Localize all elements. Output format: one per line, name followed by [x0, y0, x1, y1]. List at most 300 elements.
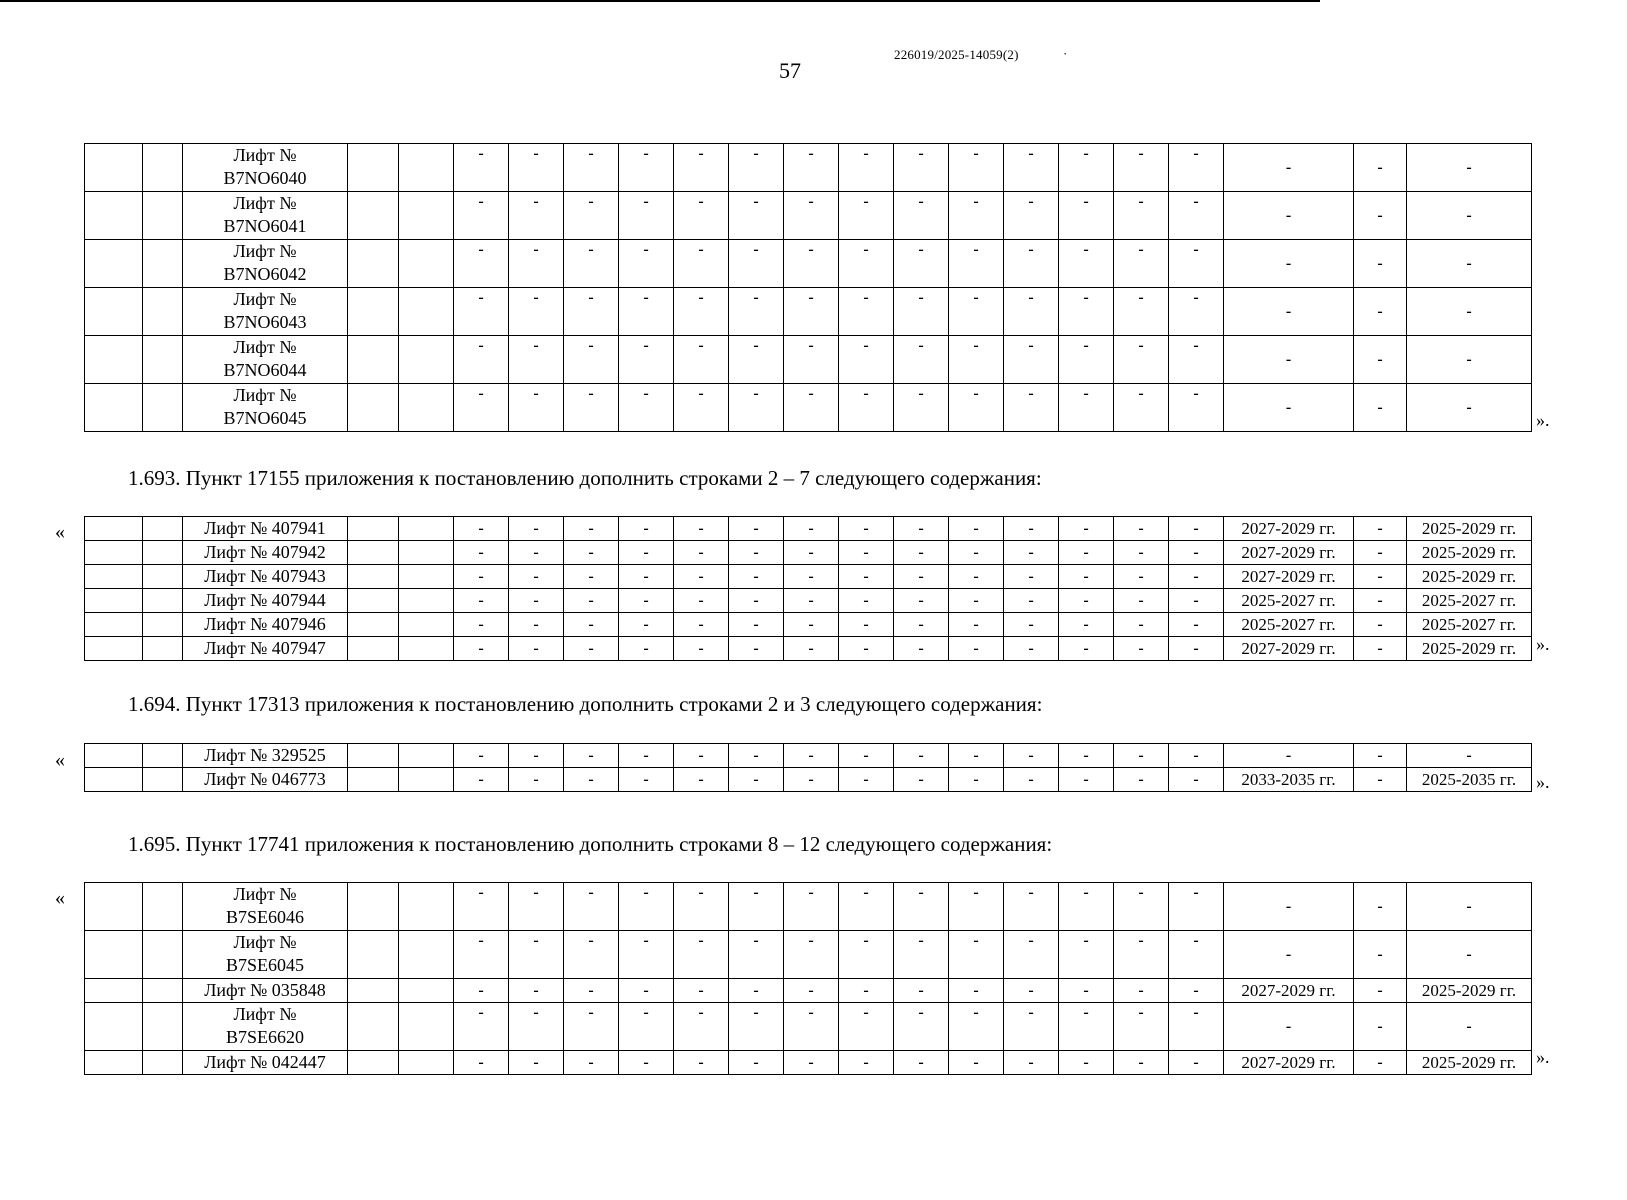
dash-cell: - [839, 192, 894, 240]
period-cell: - [1407, 192, 1532, 240]
dash-cell: - [564, 288, 619, 336]
lift-table-1 [84, 143, 1532, 432]
dash-cell: - [619, 613, 674, 637]
lift-name: Лифт № B7NO6043 [223, 289, 307, 332]
dash-cell: - [1169, 931, 1224, 979]
lift-name: Лифт № 407944 [204, 590, 326, 610]
dash-cell: - [674, 517, 729, 541]
empty-cell [143, 1003, 183, 1051]
dash-cell: - [839, 144, 894, 192]
period-cell: - [1407, 1003, 1532, 1051]
period-cell: 2025-2029 гг. [1407, 637, 1532, 661]
dash-cell: - [949, 931, 1004, 979]
dash-cell: - [839, 883, 894, 931]
dash-cell: - [949, 613, 1004, 637]
dash-cell: - [1354, 1003, 1407, 1051]
dash-cell: - [454, 637, 509, 661]
period-cell: 2027-2029 гг. [1224, 517, 1354, 541]
dash-cell: - [674, 744, 729, 768]
dash-cell: - [674, 768, 729, 792]
period-cell: 2025-2027 гг. [1407, 613, 1532, 637]
empty-cell [348, 931, 399, 979]
dash-cell: - [674, 883, 729, 931]
lift-table-4 [84, 882, 1532, 1075]
dash-cell: - [1114, 637, 1169, 661]
dash-cell: - [619, 144, 674, 192]
empty-cell [399, 931, 454, 979]
dash-cell: - [729, 637, 784, 661]
empty-cell [348, 192, 399, 240]
top-rule [0, 0, 1320, 2]
lift-name: Лифт № B7SE6046 [225, 884, 304, 927]
empty-cell [348, 1051, 399, 1075]
dash-cell: - [1004, 336, 1059, 384]
dash-cell: - [1059, 288, 1114, 336]
dash-cell: - [1169, 637, 1224, 661]
lift-name-cell [183, 240, 348, 288]
lift-name: Лифт № B7NO6045 [223, 385, 307, 428]
empty-cell [348, 565, 399, 589]
dash-cell: - [1114, 979, 1169, 1003]
dash-cell: - [784, 240, 839, 288]
empty-cell [399, 517, 454, 541]
empty-cell [85, 1051, 143, 1075]
lift-name-cell [183, 192, 348, 240]
dash-cell: - [674, 931, 729, 979]
empty-cell [143, 589, 183, 613]
dash-cell: - [894, 613, 949, 637]
dash-cell: - [1004, 768, 1059, 792]
dash-cell: - [1059, 1051, 1114, 1075]
period-cell: - [1224, 288, 1354, 336]
dash-cell: - [729, 589, 784, 613]
dash-cell: - [454, 144, 509, 192]
dash-cell: - [949, 144, 1004, 192]
dash-cell: - [949, 1051, 1004, 1075]
dash-cell: - [1354, 637, 1407, 661]
closing-quote: ». [1536, 1047, 1550, 1067]
dash-cell: - [729, 288, 784, 336]
dash-cell: - [1004, 541, 1059, 565]
dash-cell: - [564, 192, 619, 240]
table-row [85, 565, 1532, 589]
lift-name-cell [183, 613, 348, 637]
lift-name: Лифт № 046773 [204, 769, 326, 789]
empty-cell [85, 288, 143, 336]
lift-name-cell [183, 744, 348, 768]
period-cell: - [1407, 288, 1532, 336]
dash-cell: - [894, 336, 949, 384]
dash-cell: - [454, 517, 509, 541]
dash-cell: - [949, 336, 1004, 384]
dash-cell: - [1169, 240, 1224, 288]
dash-cell: - [1059, 1003, 1114, 1051]
dash-cell: - [1059, 517, 1114, 541]
dash-cell: - [619, 883, 674, 931]
dash-cell: - [729, 744, 784, 768]
dash-cell: - [949, 192, 1004, 240]
dash-cell: - [564, 744, 619, 768]
dash-cell: - [729, 979, 784, 1003]
period-cell: 2025-2029 гг. [1407, 1051, 1532, 1075]
empty-cell [348, 589, 399, 613]
empty-cell [348, 613, 399, 637]
dash-cell: - [784, 384, 839, 432]
dash-cell: - [674, 144, 729, 192]
period-cell: - [1407, 384, 1532, 432]
empty-cell [348, 240, 399, 288]
dash-cell: - [674, 384, 729, 432]
dash-cell: - [1169, 541, 1224, 565]
empty-cell [143, 384, 183, 432]
dash-cell: - [509, 744, 564, 768]
dash-cell: - [784, 288, 839, 336]
dash-cell: - [1004, 979, 1059, 1003]
period-cell: - [1407, 744, 1532, 768]
dash-cell: - [949, 240, 1004, 288]
dash-cell: - [1059, 883, 1114, 931]
lift-name-cell [183, 384, 348, 432]
dash-cell: - [1004, 288, 1059, 336]
empty-cell [143, 541, 183, 565]
empty-cell [143, 565, 183, 589]
dash-cell: - [894, 768, 949, 792]
dash-cell: - [674, 589, 729, 613]
empty-cell [399, 979, 454, 1003]
dash-cell: - [1059, 637, 1114, 661]
empty-cell [143, 931, 183, 979]
dash-cell: - [1059, 768, 1114, 792]
empty-cell [348, 1003, 399, 1051]
dash-cell: - [949, 565, 1004, 589]
dash-cell: - [784, 192, 839, 240]
dash-cell: - [949, 979, 1004, 1003]
dash-cell: - [454, 240, 509, 288]
empty-cell [85, 589, 143, 613]
period-cell: - [1224, 192, 1354, 240]
dash-cell: - [1169, 1003, 1224, 1051]
empty-cell [399, 589, 454, 613]
dash-cell: - [1004, 240, 1059, 288]
period-cell: - [1224, 883, 1354, 931]
dash-cell: - [949, 541, 1004, 565]
dash-cell: - [1114, 613, 1169, 637]
dash-cell: - [729, 1003, 784, 1051]
dash-cell: - [1354, 288, 1407, 336]
dash-cell: - [1059, 384, 1114, 432]
dash-cell: - [1114, 1003, 1169, 1051]
empty-cell [348, 517, 399, 541]
period-cell: 2025-2027 гг. [1224, 613, 1354, 637]
dash-cell: - [1169, 744, 1224, 768]
opening-quote: « [55, 887, 65, 909]
dash-cell: - [894, 744, 949, 768]
dash-cell: - [564, 589, 619, 613]
period-cell: 2027-2029 гг. [1224, 541, 1354, 565]
lift-name-cell [183, 541, 348, 565]
empty-cell [399, 384, 454, 432]
dash-cell: - [1354, 979, 1407, 1003]
dash-cell: - [729, 240, 784, 288]
dash-cell: - [729, 144, 784, 192]
dash-cell: - [674, 336, 729, 384]
empty-cell [143, 288, 183, 336]
dash-cell: - [509, 931, 564, 979]
empty-cell [85, 541, 143, 565]
dash-cell: - [1354, 384, 1407, 432]
empty-cell [85, 336, 143, 384]
dash-cell: - [1059, 565, 1114, 589]
dash-cell: - [894, 541, 949, 565]
empty-cell [348, 144, 399, 192]
empty-cell [399, 541, 454, 565]
empty-cell [143, 144, 183, 192]
dash-cell: - [1004, 744, 1059, 768]
empty-cell [399, 1003, 454, 1051]
empty-cell [85, 931, 143, 979]
dash-cell: - [1059, 144, 1114, 192]
dash-cell: - [619, 288, 674, 336]
dash-cell: - [509, 565, 564, 589]
dash-cell: - [619, 192, 674, 240]
dash-cell: - [1354, 565, 1407, 589]
empty-cell [85, 1003, 143, 1051]
dash-cell: - [729, 384, 784, 432]
dash-cell: - [1169, 768, 1224, 792]
dash-cell: - [619, 589, 674, 613]
lift-name-cell [183, 565, 348, 589]
dash-cell: - [509, 288, 564, 336]
period-cell: 2025-2029 гг. [1407, 565, 1532, 589]
dash-cell: - [1114, 565, 1169, 589]
table-row [85, 637, 1532, 661]
dash-cell: - [1059, 240, 1114, 288]
dash-cell: - [949, 589, 1004, 613]
dash-cell: - [1114, 336, 1169, 384]
empty-cell [85, 979, 143, 1003]
period-cell: - [1224, 384, 1354, 432]
period-cell: 2027-2029 гг. [1224, 637, 1354, 661]
lift-name-cell [183, 144, 348, 192]
lift-name-cell [183, 589, 348, 613]
dash-cell: - [454, 565, 509, 589]
dash-cell: - [509, 637, 564, 661]
dash-cell: - [454, 192, 509, 240]
empty-cell [85, 384, 143, 432]
empty-cell [143, 192, 183, 240]
empty-cell [348, 883, 399, 931]
dash-cell: - [894, 1051, 949, 1075]
period-cell: 2025-2029 гг. [1407, 979, 1532, 1003]
table-row [85, 744, 1532, 768]
dash-cell: - [454, 744, 509, 768]
dash-cell: - [619, 517, 674, 541]
dash-cell: - [1004, 517, 1059, 541]
empty-cell [85, 192, 143, 240]
table-row [85, 613, 1532, 637]
dash-cell: - [1169, 883, 1224, 931]
period-cell: 2025-2027 гг. [1224, 589, 1354, 613]
period-cell: 2027-2029 гг. [1224, 565, 1354, 589]
dash-cell: - [564, 336, 619, 384]
lift-name-cell [183, 517, 348, 541]
dash-cell: - [564, 979, 619, 1003]
dash-cell: - [509, 192, 564, 240]
dash-cell: - [1354, 192, 1407, 240]
dash-cell: - [1354, 589, 1407, 613]
dash-cell: - [509, 384, 564, 432]
dash-cell: - [1114, 541, 1169, 565]
dash-cell: - [619, 240, 674, 288]
period-cell: - [1407, 240, 1532, 288]
table-row [85, 288, 1532, 336]
closing-quote: ». [1536, 634, 1550, 654]
dash-cell: - [1114, 144, 1169, 192]
dash-cell: - [784, 1051, 839, 1075]
lift-name: Лифт № 407943 [204, 566, 326, 586]
empty-cell [85, 613, 143, 637]
dash-cell: - [949, 768, 1004, 792]
dash-cell: - [564, 541, 619, 565]
dash-cell: - [729, 1051, 784, 1075]
opening-quote: « [55, 749, 65, 771]
empty-cell [399, 768, 454, 792]
dash-cell: - [784, 1003, 839, 1051]
dash-cell: - [784, 144, 839, 192]
period-cell: - [1224, 144, 1354, 192]
dash-cell: - [729, 613, 784, 637]
dash-cell: - [454, 541, 509, 565]
dash-cell: - [1354, 1051, 1407, 1075]
dash-cell: - [729, 517, 784, 541]
opening-quote: « [55, 521, 65, 543]
dash-cell: - [1354, 883, 1407, 931]
dash-cell: - [894, 192, 949, 240]
lift-name-cell [183, 1051, 348, 1075]
dash-cell: - [1059, 541, 1114, 565]
lift-name: Лифт № 329525 [204, 745, 326, 765]
dash-cell: - [1004, 931, 1059, 979]
lift-name: Лифт № B7NO6041 [223, 193, 307, 236]
dash-cell: - [1169, 613, 1224, 637]
dash-cell: - [949, 1003, 1004, 1051]
dash-cell: - [1004, 1003, 1059, 1051]
dash-cell: - [619, 336, 674, 384]
dash-cell: - [454, 1003, 509, 1051]
lift-name-cell [183, 637, 348, 661]
empty-cell [348, 979, 399, 1003]
empty-cell [399, 288, 454, 336]
table-row [85, 517, 1532, 541]
dash-cell: - [894, 144, 949, 192]
dash-cell: - [619, 541, 674, 565]
empty-cell [399, 613, 454, 637]
empty-cell [143, 613, 183, 637]
dash-cell: - [894, 979, 949, 1003]
dash-cell: - [1004, 384, 1059, 432]
table-row [85, 1051, 1532, 1075]
dash-cell: - [1114, 883, 1169, 931]
period-cell: 2033-2035 гг. [1224, 768, 1354, 792]
table-row [85, 192, 1532, 240]
dash-cell: - [674, 613, 729, 637]
dash-cell: - [509, 613, 564, 637]
dash-cell: - [509, 1051, 564, 1075]
dash-cell: - [564, 517, 619, 541]
table-row [85, 240, 1532, 288]
dash-cell: - [1004, 589, 1059, 613]
dash-cell: - [619, 384, 674, 432]
dash-cell: - [1004, 192, 1059, 240]
dash-cell: - [619, 768, 674, 792]
table-row [85, 883, 1532, 931]
dash-cell: - [949, 517, 1004, 541]
table-row [85, 1003, 1532, 1051]
dash-cell: - [619, 637, 674, 661]
lift-name-cell [183, 979, 348, 1003]
empty-cell [399, 637, 454, 661]
dash-cell: - [1169, 979, 1224, 1003]
lift-name: Лифт № 035848 [204, 980, 326, 1000]
dash-cell: - [619, 565, 674, 589]
empty-cell [143, 517, 183, 541]
dash-cell: - [1059, 931, 1114, 979]
dash-cell: - [619, 931, 674, 979]
period-cell: - [1407, 883, 1532, 931]
table-row [85, 144, 1532, 192]
dash-cell: - [784, 336, 839, 384]
period-cell: - [1224, 336, 1354, 384]
dash-cell: - [784, 637, 839, 661]
dash-cell: - [1114, 192, 1169, 240]
dash-cell: - [674, 1051, 729, 1075]
dash-cell: - [1004, 1051, 1059, 1075]
dash-cell: - [564, 144, 619, 192]
dash-cell: - [564, 931, 619, 979]
period-cell: 2027-2029 гг. [1224, 1051, 1354, 1075]
dash-cell: - [784, 613, 839, 637]
empty-cell [348, 384, 399, 432]
dash-cell: - [894, 637, 949, 661]
dash-cell: - [949, 883, 1004, 931]
dash-cell: - [1169, 288, 1224, 336]
dash-cell: - [839, 744, 894, 768]
dash-cell: - [894, 384, 949, 432]
empty-cell [85, 637, 143, 661]
empty-cell [399, 336, 454, 384]
empty-cell [85, 744, 143, 768]
dash-cell: - [509, 589, 564, 613]
dash-cell: - [894, 931, 949, 979]
dash-cell: - [509, 336, 564, 384]
dash-cell: - [454, 613, 509, 637]
dash-cell: - [1059, 192, 1114, 240]
empty-cell [85, 240, 143, 288]
dash-cell: - [674, 637, 729, 661]
dash-cell: - [1354, 744, 1407, 768]
page-number: 57 [779, 58, 801, 83]
empty-cell [143, 637, 183, 661]
dash-cell: - [1004, 613, 1059, 637]
period-cell: - [1224, 240, 1354, 288]
dash-cell: - [894, 589, 949, 613]
dash-cell: - [1059, 336, 1114, 384]
lift-name-cell [183, 336, 348, 384]
dash-cell: - [454, 979, 509, 1003]
dash-cell: - [1354, 240, 1407, 288]
dash-cell: - [1354, 931, 1407, 979]
dash-cell: - [784, 744, 839, 768]
